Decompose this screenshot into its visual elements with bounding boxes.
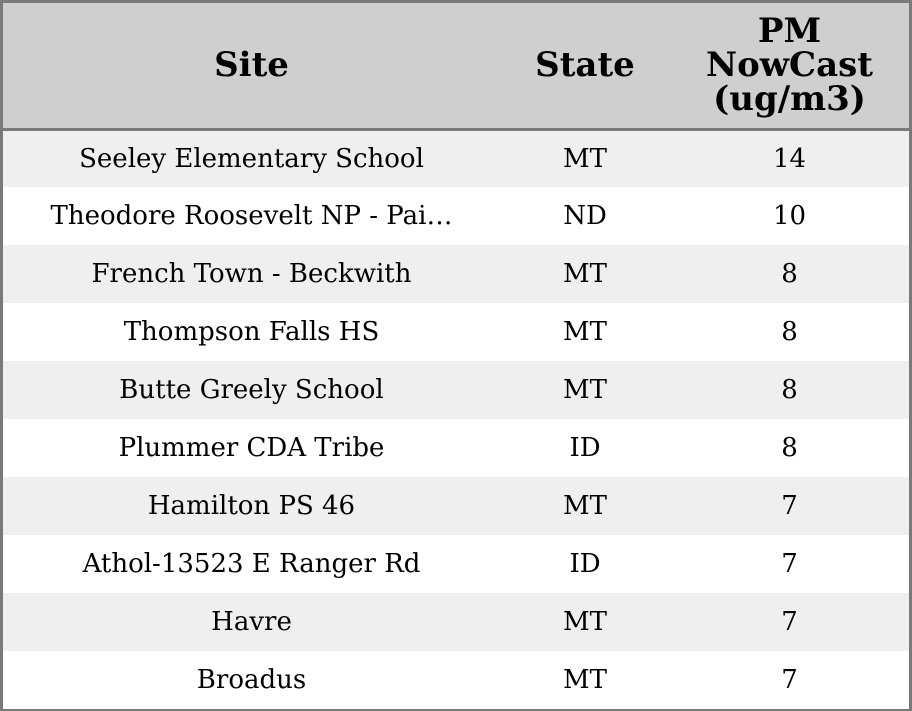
table-row: [3, 303, 909, 361]
site-cell: Broadus: [3, 651, 500, 709]
site-cell: Plummer CDA Tribe: [3, 419, 500, 477]
header-state: [500, 3, 670, 129]
pm-nowcast-cell: 7: [670, 535, 909, 593]
pm-nowcast-cell: 7: [670, 651, 909, 709]
site-cell: French Town - Beckwith: [3, 245, 500, 303]
state-cell: MT: [500, 303, 670, 361]
state-cell: ND: [500, 187, 670, 245]
state-cell: MT: [500, 361, 670, 419]
site-cell: Theodore Roosevelt NP - Pai…: [3, 187, 500, 245]
pm-nowcast-cell: 7: [670, 593, 909, 651]
header-site: [3, 3, 500, 129]
table-row: [3, 593, 909, 651]
header-site-line: Site: [214, 45, 289, 86]
header-state-line: State: [535, 45, 635, 86]
table-row: [3, 187, 909, 245]
state-cell: MT: [500, 245, 670, 303]
header-pm-line-2: NowCast: [706, 45, 873, 86]
table-row: [3, 535, 909, 593]
header-pm-line-3: (ug/m3): [713, 79, 866, 120]
table-row: [3, 245, 909, 303]
site-cell: Hamilton PS 46: [3, 477, 500, 535]
pm-nowcast-cell: 10: [670, 187, 909, 245]
state-cell: ID: [500, 535, 670, 593]
pm-nowcast-cell: 14: [670, 129, 909, 187]
table-row: [3, 419, 909, 477]
header-row: [3, 3, 909, 129]
table-body: [3, 129, 909, 709]
pm-nowcast-table: [3, 3, 909, 709]
table-row: [3, 651, 909, 709]
header-pm-nowcast: [670, 3, 909, 129]
site-cell: Havre: [3, 593, 500, 651]
state-cell: ID: [500, 419, 670, 477]
header-pm-line-1: PM: [757, 11, 822, 52]
table-row: [3, 129, 909, 187]
table-row: [3, 361, 909, 419]
state-cell: MT: [500, 651, 670, 709]
state-cell: MT: [500, 129, 670, 187]
table-row: [3, 477, 909, 535]
site-cell: Seeley Elementary School: [3, 129, 500, 187]
state-cell: MT: [500, 477, 670, 535]
pm-nowcast-cell: 8: [670, 245, 909, 303]
site-cell: Butte Greely School: [3, 361, 500, 419]
pm-nowcast-cell: 8: [670, 361, 909, 419]
pm-nowcast-cell: 7: [670, 477, 909, 535]
state-cell: MT: [500, 593, 670, 651]
site-cell: Athol-13523 E Ranger Rd: [3, 535, 500, 593]
pm-nowcast-cell: 8: [670, 303, 909, 361]
pm-nowcast-cell: 8: [670, 419, 909, 477]
site-cell: Thompson Falls HS: [3, 303, 500, 361]
table-header: [3, 3, 909, 129]
